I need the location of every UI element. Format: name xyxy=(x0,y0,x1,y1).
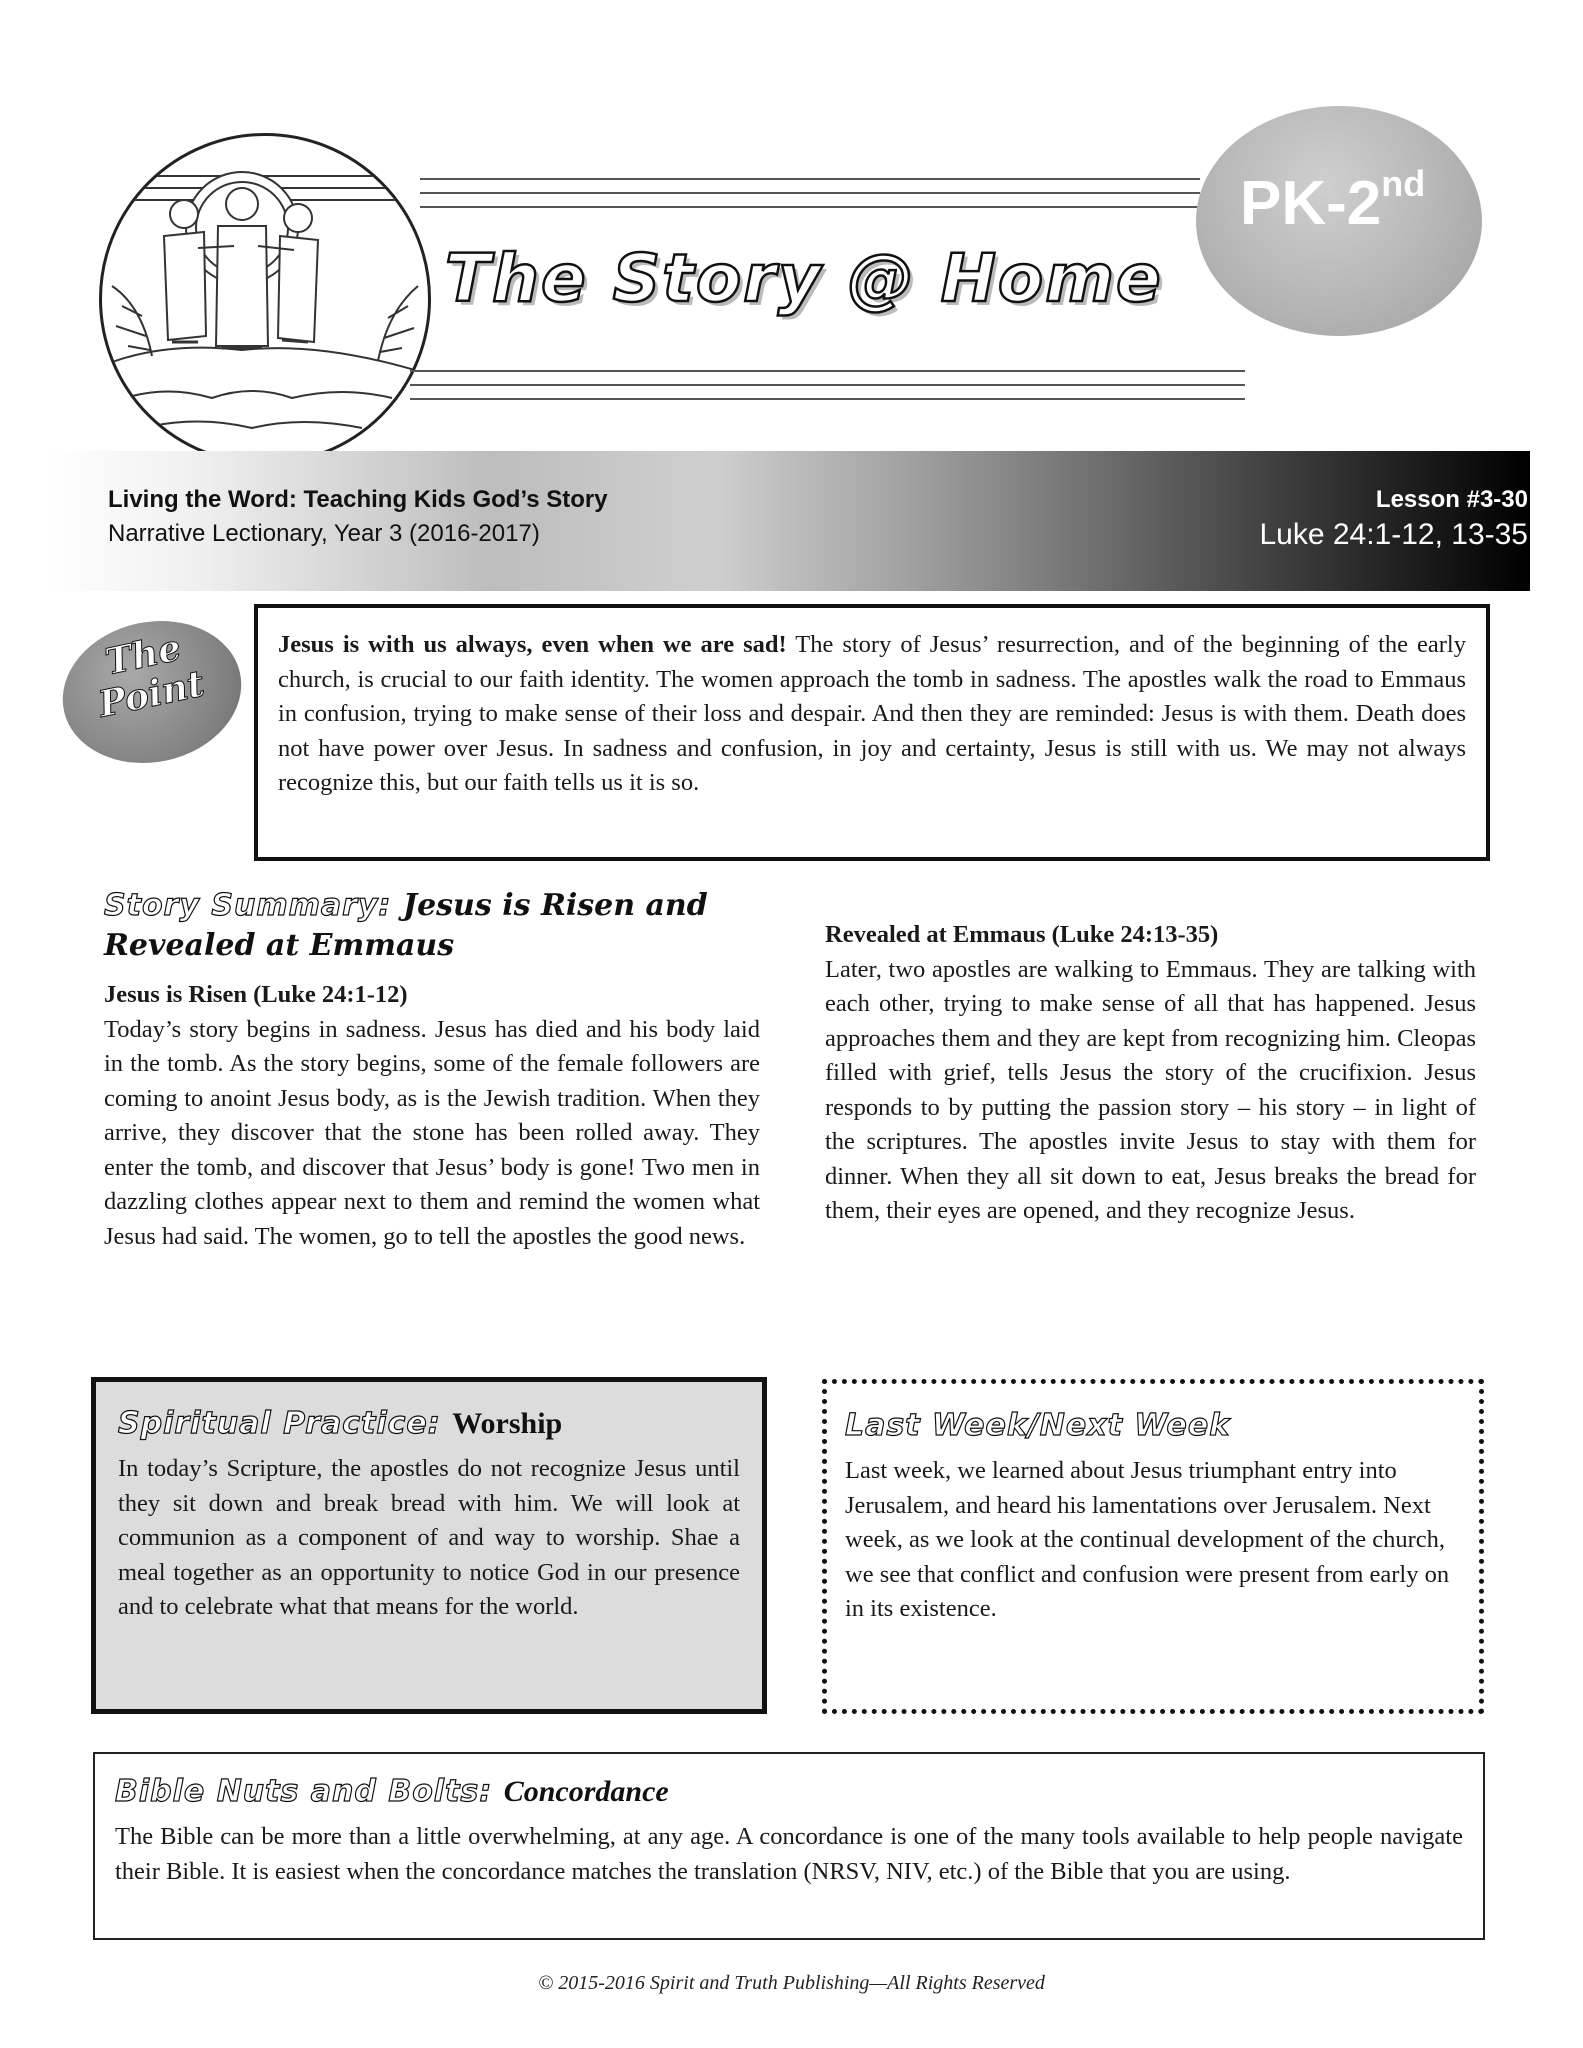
story-summary-subtitle: Jesus is Risen and Revealed at Emmaus xyxy=(104,888,708,963)
header-rule xyxy=(410,370,1245,372)
story-summary-heading xyxy=(104,886,760,966)
bible-nuts-bolts-box xyxy=(93,1752,1485,1940)
the-point-lead: Jesus is with us always, even when we are sad! xyxy=(278,631,787,658)
scripture-reference: Luke 24:1-12, 13-35 xyxy=(1259,518,1528,551)
lectionary-year: Narrative Lectionary, Year 3 (2016-2017) xyxy=(108,520,540,547)
story-part-1-title: Jesus is Risen (Luke 24:1-12) xyxy=(104,981,408,1008)
three-figures-icon xyxy=(102,136,428,462)
series-title: Living the Word: Teaching Kids God’s Story xyxy=(108,486,608,513)
story-part-2 xyxy=(825,918,1476,1229)
bible-nuts-bolts-text: The Bible can be more than a little overwhelming, at any age. A concordance is one of the many tools available to help people navigate their Bible. It is easiest when the concordance matches the translation (NRSV, NIV, etc.) of the Bible that you are using. xyxy=(115,1823,1463,1885)
bible-nuts-bolts-label: Bible Nuts and Bolts: xyxy=(115,1774,493,1809)
the-point-badge xyxy=(49,605,254,779)
copyright-notice: © 2015-2016 Spirit and Truth Publishing—All Rights Reserved xyxy=(538,1972,1045,1994)
grade-level-superscript: nd xyxy=(1381,163,1426,204)
spiritual-practice-label: Spiritual Practice: xyxy=(118,1406,441,1441)
header-rule xyxy=(410,384,1245,386)
lesson-number: Lesson #3-30 xyxy=(1375,486,1528,513)
the-point-box xyxy=(254,604,1490,861)
last-next-week-heading: Last Week/Next Week xyxy=(845,1408,1231,1443)
spiritual-practice-text: In today’s Scripture, the apostles do not recognize Jesus until they sit down and break bread with him. We will look at communion as a component of and way to worship. Shae a meal together as an opportunity to notice God in our presence and to celebrate what that means for the world. xyxy=(118,1455,740,1620)
page-title: The Story @ Home xyxy=(445,240,1163,317)
last-next-week-box xyxy=(822,1379,1484,1714)
story-part-2-title: Revealed at Emmaus (Luke 24:13-35) xyxy=(825,921,1219,948)
grade-level-badge xyxy=(1196,106,1482,336)
story-summary-label: Story Summary: xyxy=(104,888,392,923)
story-part-2-text: Later, two apostles are walking to Emmaus. They are talking with each other, trying to make sense of all that has happened. Jesus approaches them and they are kept from recognizing him. Cleopas filled with grief, tells Jesus the story of the crucifixion. Jesus responds to by putting the passion story – his story – in light of the scriptures. The apostles invite Jesus to stay with them for dinner. When they all sit down to eat, Jesus breaks the bread for them, their eyes are opened, and they recognize Jesus. xyxy=(825,955,1476,1224)
spiritual-practice-box xyxy=(91,1377,767,1714)
header-rule xyxy=(420,206,1200,208)
story-part-1-text: Today’s story begins in sadness. Jesus has died and his body laid in the tomb. As the story begins, some of the female followers are coming to anoint Jesus body, as is the Jewish tradition. When they arrive, they discover that the stone has been rolled away. They enter the tomb, and discover that Jesus’ body is gone! Two men in dazzling clothes appear next to them and remind the women what Jesus had said. The women, go to tell the apostles the good news. xyxy=(104,1015,760,1250)
resurrection-illustration xyxy=(99,133,431,465)
header-rule xyxy=(410,398,1245,400)
grade-level-text: PK-2 xyxy=(1240,169,1382,238)
the-point-label: The Point xyxy=(94,626,208,726)
spiritual-practice-topic: Worship xyxy=(452,1407,563,1440)
header-rule xyxy=(420,192,1200,194)
spiritual-practice-heading xyxy=(118,1404,740,1444)
banner-series-info xyxy=(108,486,608,548)
bible-nuts-bolts-heading xyxy=(115,1772,1463,1812)
last-next-week-text: Last week, we learned about Jesus triumphant entry into Jerusalem, and heard his lamentations over Jerusalem. Next week, as we look at the continual development of the church, we see that conflict and confusion were present from early on in its existence. xyxy=(845,1457,1450,1622)
story-part-1 xyxy=(104,978,760,1254)
banner-lesson-info xyxy=(1259,486,1528,552)
grade-level xyxy=(1240,163,1426,239)
bible-nuts-bolts-topic: Concordance xyxy=(503,1775,669,1808)
the-point-text: The story of Jesus’ resurrection, and of the beginning of the early church, is crucial to our faith identity. The women approach the tomb in sadness. The apostles walk the road to Emmaus in confusion, trying to make sense of their loss and despair. And then they are reminded: Jesus is with them. Death does not have power over Jesus. In sadness and confusion, in joy and certainty, Jesus is still with us. We may not always recognize this, but our faith tells us it is so. xyxy=(278,631,1466,796)
header-rule xyxy=(420,178,1200,180)
